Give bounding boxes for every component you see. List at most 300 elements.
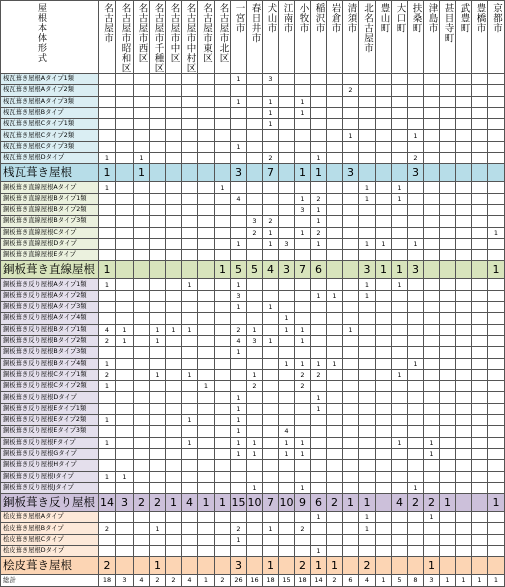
table-cell: 1 [231,96,247,107]
table-cell [166,216,182,227]
column-header-label: 名古屋市中村区 [184,3,196,73]
table-cell [116,193,134,204]
table-cell [343,482,359,493]
table-cell [392,74,408,85]
table-cell [408,369,424,380]
table-cell: 2 [424,494,440,512]
table-cell [150,313,166,324]
table-cell [327,324,343,335]
table-cell [150,85,166,96]
table-cell: 16 [247,575,263,587]
table-cell: 1 [440,575,456,587]
table-cell [215,324,231,335]
table-cell [424,460,440,471]
table-cell [472,392,488,403]
row-label: 桧皮葺き屋根Bタイプ [1,523,99,534]
table-cell [295,216,311,227]
table-cell [116,437,134,448]
row-label: 銅板葺き反り屋根Aタイプ3類 [1,302,99,313]
table-cell [150,358,166,369]
table-cell [327,392,343,403]
table-cell [166,415,182,426]
table-cell [408,119,424,130]
table-cell [424,261,440,279]
table-cell [408,512,424,523]
table-cell [440,290,456,301]
table-cell [116,204,134,215]
table-cell [343,437,359,448]
table-row [1,358,505,369]
table-cell [359,324,376,335]
table-cell [456,335,472,346]
table-cell: 1 [215,494,231,512]
table-cell [472,238,488,249]
table-cell [408,302,424,313]
table-cell [263,141,279,152]
table-cell [359,141,376,152]
table-cell [359,335,376,346]
table-cell [488,107,505,118]
table-cell [247,358,263,369]
table-cell [182,302,198,313]
table-cell [424,250,440,261]
table-cell [440,302,456,313]
table-cell [134,313,150,324]
table-cell [359,96,376,107]
table-cell [150,74,166,85]
row-label: 銅板葺き反り屋根Cタイプ1類 [1,369,99,380]
table-cell [247,164,263,182]
table-cell [488,557,505,575]
table-cell [343,204,359,215]
table-cell [440,335,456,346]
table-cell [198,448,215,459]
table-cell [116,347,134,358]
table-cell [488,324,505,335]
table-cell: 1 [359,290,376,301]
table-cell [424,534,440,545]
table-cell [198,482,215,493]
table-cell: 1 [359,512,376,523]
table-cell [182,153,198,164]
table-cell [295,279,311,290]
table-cell [424,119,440,130]
table-cell: 1 [424,448,440,459]
table-row [1,85,505,96]
table-row [1,250,505,261]
table-cell [343,290,359,301]
table-cell: 1 [231,238,247,249]
table-cell [247,141,263,152]
table-cell: 1 [295,324,311,335]
row-label: 桟瓦葺き屋根Cタイプ3類 [1,141,99,152]
row-label: 桧皮葺き屋根Cタイプ [1,534,99,545]
table-cell [311,85,327,96]
table-cell: 4 [263,261,279,279]
row-label: 銅板葺き反り屋根Bタイプ4類 [1,358,99,369]
table-cell [359,392,376,403]
table-cell [215,96,231,107]
column-header-label: 名古屋市千種区 [152,3,164,73]
table-cell [440,534,456,545]
row-label: 銅板葺き反り屋根Fタイプ [1,437,99,448]
table-cell [231,216,247,227]
table-cell [376,141,392,152]
table-cell [327,347,343,358]
column-header-label: 一宮市 [233,3,245,33]
table-cell [166,153,182,164]
table-cell [408,250,424,261]
table-cell [343,512,359,523]
column-header [99,1,116,74]
table-cell [215,437,231,448]
table-cell [343,153,359,164]
table-cell [488,523,505,534]
table-cell [327,369,343,380]
table-cell [343,250,359,261]
table-cell [376,107,392,118]
table-cell [198,471,215,482]
table-cell [456,164,472,182]
table-cell [440,227,456,238]
table-cell [392,381,408,392]
table-row [1,512,505,523]
table-cell: 1 [488,261,505,279]
table-cell [311,437,327,448]
table-cell [311,96,327,107]
table-cell [263,482,279,493]
table-cell [440,130,456,141]
table-cell: 1 [456,575,472,587]
table-cell [311,302,327,313]
table-cell [116,512,134,523]
table-cell [472,534,488,545]
table-cell: 26 [231,575,247,587]
table-cell [247,74,263,85]
table-cell [424,216,440,227]
table-cell [408,324,424,335]
table-cell: 1 [311,164,327,182]
subtotal-row [1,557,505,575]
table-cell [472,204,488,215]
table-cell: 1 [408,238,424,249]
row-label: 銅板葺き反り屋根Aタイプ4類 [1,313,99,324]
table-cell [263,324,279,335]
table-cell [488,119,505,130]
table-cell [488,482,505,493]
table-cell [311,426,327,437]
table-cell [166,523,182,534]
table-cell [376,302,392,313]
table-cell [134,107,150,118]
table-cell [231,482,247,493]
table-cell [198,204,215,215]
table-cell [247,85,263,96]
table-cell [327,182,343,193]
table-cell [116,523,134,534]
table-cell [263,193,279,204]
table-cell: 2 [311,369,327,380]
table-cell [327,164,343,182]
table-cell [150,512,166,523]
table-cell [327,482,343,493]
table-cell [376,216,392,227]
table-cell [472,182,488,193]
table-cell: 1 [311,403,327,414]
table-cell: 1 [134,164,150,182]
table-cell [166,164,182,182]
table-cell: 1 [327,557,343,575]
table-cell: 1 [99,182,116,193]
table-cell [311,74,327,85]
table-cell [166,437,182,448]
table-cell [247,460,263,471]
table-cell [456,460,472,471]
table-cell [408,335,424,346]
row-label: 銅板葺き直線屋根 [1,261,99,279]
table-cell [424,193,440,204]
table-cell [295,153,311,164]
table-cell [392,545,408,556]
table-cell [408,545,424,556]
table-cell [134,392,150,403]
table-cell: 1 [311,216,327,227]
table-cell: 1 [231,403,247,414]
table-row [1,347,505,358]
row-label: 銅板葺き反り屋根Bタイプ3類 [1,347,99,358]
table-cell [440,153,456,164]
column-header [116,1,134,74]
table-cell [279,153,295,164]
table-cell [99,313,116,324]
table-cell: 1 [488,575,505,587]
table-row [1,130,505,141]
column-header-label: 名古屋市 [102,3,113,43]
table-cell [392,153,408,164]
table-cell [134,182,150,193]
table-cell [182,448,198,459]
row-label: 銅板葺き直線屋根Bタイプ2類 [1,204,99,215]
table-cell [247,403,263,414]
table-cell [424,290,440,301]
table-cell [198,193,215,204]
table-cell [198,335,215,346]
table-cell [263,130,279,141]
table-cell [488,74,505,85]
table-cell [150,130,166,141]
table-cell [408,523,424,534]
column-header [311,1,327,74]
table-cell [182,347,198,358]
table-cell [247,534,263,545]
table-cell [116,74,134,85]
table-cell [343,460,359,471]
table-cell [182,107,198,118]
table-cell [424,369,440,380]
row-label: 銅板葺き反り屋根Eタイプ3類 [1,426,99,437]
table-cell [440,426,456,437]
table-cell: 1 [116,335,134,346]
table-cell: 1 [311,545,327,556]
table-row [1,313,505,324]
table-cell [472,523,488,534]
table-cell [440,545,456,556]
table-cell [440,557,456,575]
table-cell: 2 [215,575,231,587]
table-cell [408,96,424,107]
column-header [408,1,424,74]
table-cell [408,193,424,204]
table-cell [359,534,376,545]
table-cell [116,392,134,403]
column-header [472,1,488,74]
table-cell [392,448,408,459]
table-row [1,227,505,238]
table-cell: 3 [231,290,247,301]
table-cell: 1 [134,153,150,164]
table-cell [182,471,198,482]
table-cell [440,512,456,523]
table-cell [424,204,440,215]
table-cell [408,216,424,227]
table-cell [488,216,505,227]
table-cell: 2 [311,227,327,238]
table-cell [279,193,295,204]
table-cell [424,545,440,556]
table-cell [99,302,116,313]
table-cell [263,250,279,261]
table-cell [295,471,311,482]
table-cell [440,415,456,426]
table-cell [166,238,182,249]
table-cell [198,347,215,358]
table-cell [215,557,231,575]
table-cell [134,227,150,238]
table-cell [150,415,166,426]
table-cell [198,557,215,575]
table-cell [198,153,215,164]
table-cell [376,193,392,204]
table-cell [343,471,359,482]
table-cell [182,227,198,238]
table-cell: 1 [166,324,182,335]
row-label: 銅板葺き反り屋根Eタイプ1類 [1,403,99,414]
table-cell [198,437,215,448]
table-cell: 1 [343,494,359,512]
table-cell [392,204,408,215]
table-cell [134,250,150,261]
table-cell [182,238,198,249]
table-cell [134,96,150,107]
table-cell [456,204,472,215]
table-cell [279,512,295,523]
table-cell [134,482,150,493]
table-cell: 1 [99,279,116,290]
table-cell [424,313,440,324]
table-cell [376,119,392,130]
table-cell: 1 [231,534,247,545]
table-cell [295,182,311,193]
table-row [1,460,505,471]
table-cell [215,193,231,204]
column-header-label: 武豊町 [458,3,470,33]
table-cell [456,130,472,141]
table-cell: 1 [311,358,327,369]
table-cell [488,335,505,346]
table-cell [263,381,279,392]
table-cell [247,182,263,193]
table-cell [472,164,488,182]
table-cell: 1 [99,381,116,392]
table-cell [99,512,116,523]
table-cell: 3 [408,261,424,279]
table-cell: 1 [295,193,311,204]
table-cell: 2 [150,575,166,587]
table-cell: 1 [263,238,279,249]
table-cell: 10 [247,494,263,512]
table-cell [182,74,198,85]
table-cell [263,545,279,556]
table-cell [488,302,505,313]
table-cell [488,512,505,523]
table-cell [279,523,295,534]
table-cell [198,512,215,523]
table-cell [134,523,150,534]
table-cell [359,545,376,556]
table-cell [215,448,231,459]
table-cell [311,119,327,130]
table-cell: 7 [295,261,311,279]
table-cell [343,279,359,290]
table-cell [215,204,231,215]
table-cell [424,523,440,534]
row-label: 銅板葺き反り屋根Bタイプ2類 [1,335,99,346]
table-cell [456,96,472,107]
table-cell [456,545,472,556]
table-cell [424,279,440,290]
table-cell [488,204,505,215]
table-cell [440,261,456,279]
table-cell: 4 [359,575,376,587]
table-cell: 14 [311,575,327,587]
table-cell [376,471,392,482]
table-cell [198,141,215,152]
table-cell: 1 [99,164,116,182]
table-cell [198,460,215,471]
table-row [1,302,505,313]
table-cell [327,448,343,459]
table-cell [424,415,440,426]
table-cell [408,426,424,437]
table-cell [99,107,116,118]
table-cell [182,204,198,215]
table-cell: 1 [295,164,311,182]
table-cell [472,557,488,575]
table-cell: 2 [99,557,116,575]
table-cell [166,448,182,459]
table-cell: 2 [408,494,424,512]
table-cell [150,227,166,238]
table-cell [166,119,182,130]
table-cell [472,119,488,130]
table-cell [343,96,359,107]
table-cell: 3 [295,204,311,215]
table-cell [215,119,231,130]
table-cell [295,512,311,523]
table-cell: 2 [295,381,311,392]
column-header [134,1,150,74]
table-cell [116,448,134,459]
